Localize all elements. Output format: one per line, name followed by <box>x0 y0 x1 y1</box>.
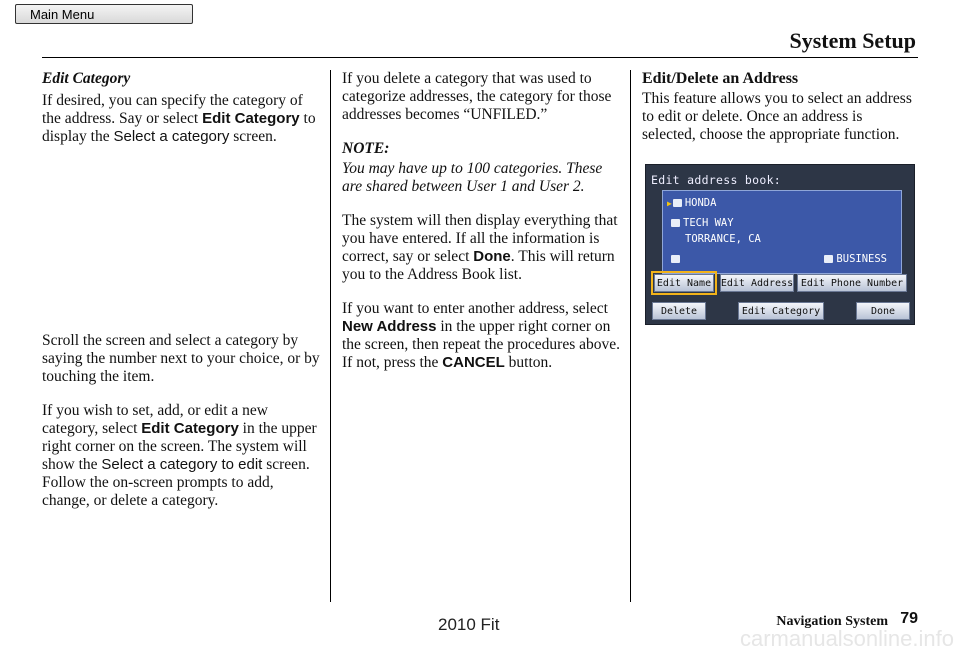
page-header <box>42 26 918 58</box>
phone-icon <box>671 255 680 263</box>
name-icon <box>673 199 682 207</box>
column-1 <box>42 70 320 526</box>
paragraph: Scroll the screen and select a category by saying the number next to your choice, or by touching the item. <box>42 332 320 385</box>
address-row[interactable]: TECH WAY <box>671 217 734 229</box>
site-watermark: carmanualsonline.info <box>739 626 954 651</box>
edit-category-button[interactable]: Edit Category <box>738 302 824 320</box>
model-watermark: 2010 Fit <box>438 615 500 634</box>
paragraph: If desired, you can specify the category of the address. Say or select Edit Category to display the Select a category screen. <box>42 92 316 145</box>
paragraph: If you wish to set, add, or edit a new category, select Edit Category in the upper right corner on the screen. The system will show the Select a category to edit screen. Follow the on-screen prompts to add, change, or delete a category. <box>42 402 317 509</box>
paragraph: The system will then display everything that you have entered. If all the information is correct, say or select Done. This will return you to the Address Book list. <box>342 212 618 283</box>
business-icon <box>824 255 833 263</box>
column-3 <box>642 70 920 160</box>
phone-row[interactable] <box>671 253 683 265</box>
footer-section-label: Navigation System <box>776 614 888 629</box>
column-2 <box>342 70 620 388</box>
section-heading-edit-delete-address: Edit/Delete an Address <box>642 70 799 87</box>
edit-address-button[interactable]: Edit Address <box>720 274 794 292</box>
phone-type: BUSINESS <box>824 253 887 265</box>
city-row: TORRANCE, CA <box>685 233 761 245</box>
image-placeholder-space <box>42 162 320 332</box>
edit-phone-number-button[interactable]: Edit Phone Number <box>797 274 907 292</box>
screen-title: Edit address book: <box>651 173 782 187</box>
edit-address-book-screen <box>645 164 915 325</box>
note-text: You may have up to 100 categories. These are shared between User 1 and User 2. <box>342 160 603 195</box>
column-divider <box>330 70 331 602</box>
name-row[interactable]: ▶ HONDA <box>667 197 717 209</box>
selection-arrow-icon: ▶ <box>667 199 672 208</box>
main-menu-button[interactable]: Main Menu <box>15 4 193 24</box>
edit-name-button[interactable]: Edit Name <box>654 274 714 292</box>
note-label: NOTE: <box>342 140 390 157</box>
section-heading-edit-category: Edit Category <box>42 70 131 87</box>
address-icon <box>671 219 680 227</box>
page-number: 79 <box>900 610 918 627</box>
column-divider <box>630 70 631 602</box>
done-button[interactable]: Done <box>856 302 910 320</box>
delete-button[interactable]: Delete <box>652 302 706 320</box>
page-title: System Setup <box>789 28 916 53</box>
paragraph: If you want to enter another address, select New Address in the upper right corner on the screen, then repeat the procedures above. If not, press the CANCEL button. <box>342 300 621 371</box>
address-entry-list <box>662 190 902 274</box>
paragraph: This feature allows you to select an address to edit or delete. Once an address is selected, choose the appropriate function. <box>642 90 912 143</box>
paragraph: If you delete a category that was used to categorize addresses, the category for those addresses becomes “UNFILED.” <box>342 70 612 123</box>
